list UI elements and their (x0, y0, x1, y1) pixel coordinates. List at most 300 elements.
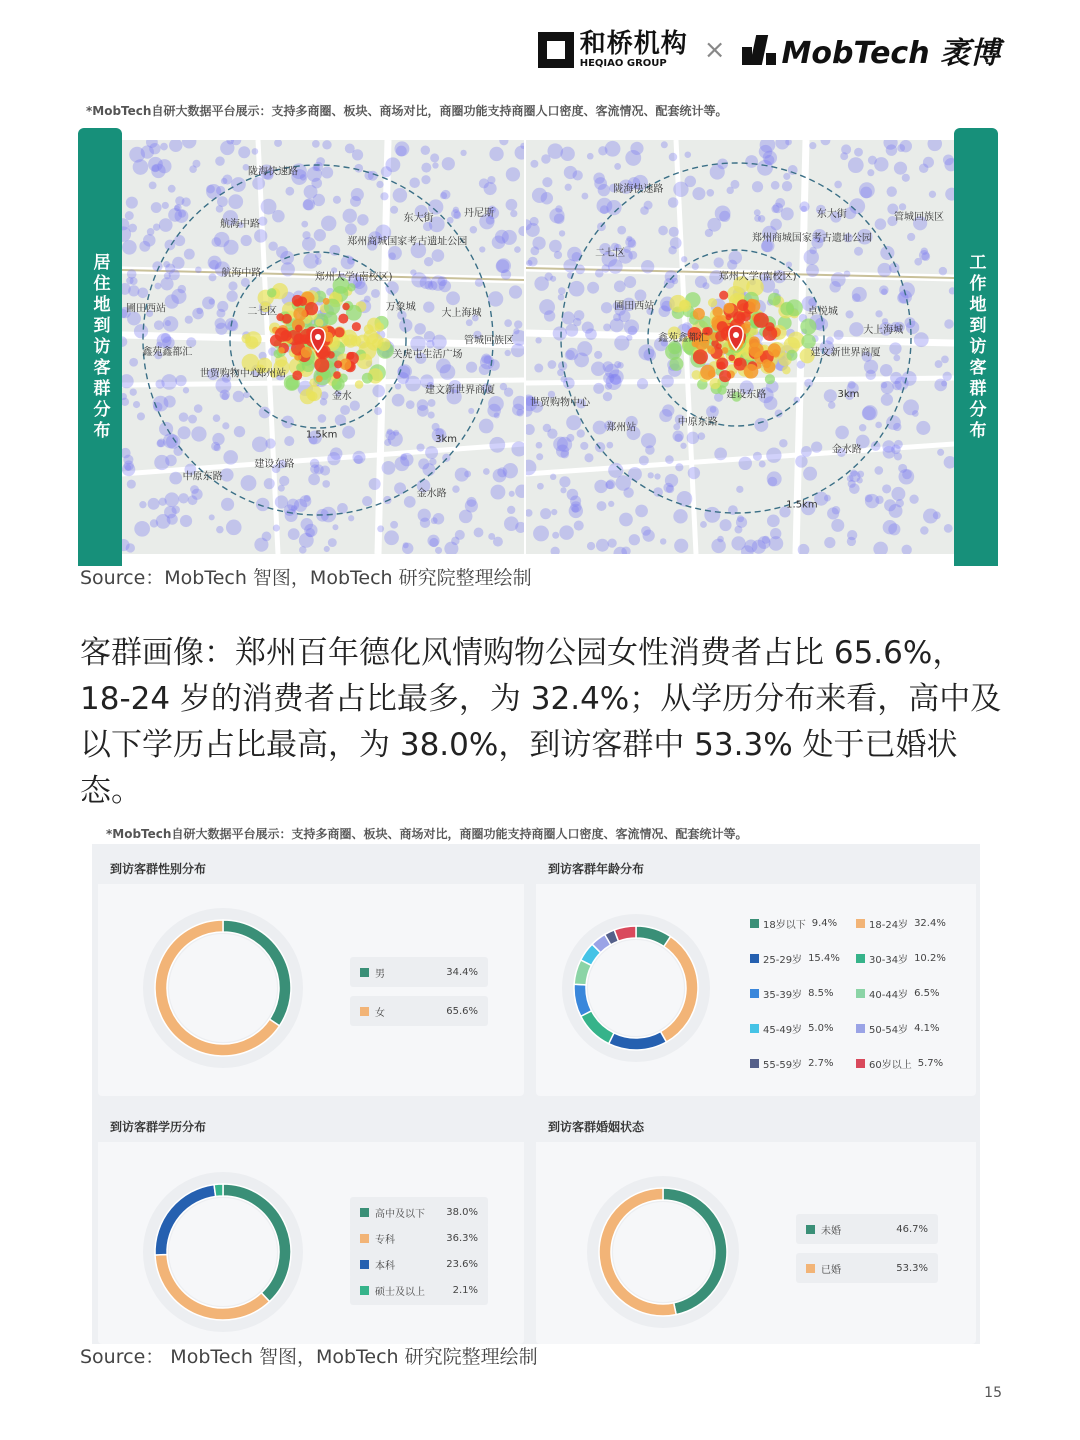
density-point (216, 526, 224, 534)
density-point (563, 259, 576, 272)
density-point (238, 146, 250, 158)
legend-item (796, 1253, 938, 1283)
density-point (532, 188, 547, 203)
density-point (262, 532, 272, 542)
density-point (301, 221, 308, 228)
hotspot-point (726, 314, 732, 320)
density-point (565, 184, 572, 191)
density-point (681, 256, 687, 262)
density-point (534, 364, 543, 373)
density-point (804, 250, 819, 265)
density-point (606, 374, 622, 390)
density-point (635, 505, 648, 518)
density-point (515, 484, 524, 498)
density-point (566, 434, 574, 442)
hotspot-point (716, 343, 722, 349)
density-point (660, 538, 666, 544)
density-point (211, 237, 221, 247)
density-point (854, 148, 863, 157)
legend-item (856, 951, 946, 966)
density-point (141, 145, 154, 158)
density-point (688, 467, 700, 479)
legend-value: 5.7% (917, 1058, 944, 1069)
density-point (209, 298, 215, 304)
map-source: Source：MobTech 智图，MobTech 研究院整理绘制 (80, 567, 532, 589)
density-point (148, 498, 160, 510)
map-label: 管城回族区 (894, 211, 944, 223)
density-point (574, 352, 589, 367)
map-label: 丹尼斯 (464, 208, 494, 220)
density-point (372, 385, 385, 398)
legend-swatch (360, 1234, 369, 1243)
legend-item (796, 1214, 938, 1244)
legend-label: 本科 (375, 1260, 395, 1272)
density-point (421, 163, 431, 173)
density-point (795, 455, 807, 467)
legend-label: 已婚 (821, 1264, 841, 1276)
density-point (432, 249, 445, 262)
density-point (402, 543, 413, 554)
density-point (887, 186, 897, 196)
density-point (221, 498, 234, 511)
density-point (163, 261, 170, 268)
density-point (883, 446, 896, 459)
density-point (745, 155, 758, 168)
density-point (355, 380, 364, 389)
legend-swatch (360, 968, 369, 977)
density-point (364, 296, 371, 303)
map-label: 郑州大学(南校区) (718, 271, 797, 283)
density-point (134, 324, 148, 338)
density-point (392, 394, 405, 407)
density-point (496, 259, 510, 273)
density-point (573, 170, 583, 180)
density-point (560, 487, 566, 493)
density-point (342, 426, 355, 439)
density-point (224, 240, 239, 255)
legend-item (856, 1056, 943, 1071)
density-point (595, 269, 604, 278)
page-number: 15 (984, 1385, 1002, 1401)
hotspot-point (278, 347, 285, 354)
density-point (675, 463, 683, 471)
density-point (635, 290, 647, 302)
density-point (933, 511, 941, 519)
density-point (313, 194, 325, 206)
header-logos (538, 28, 1000, 72)
donut-slice-硕士及以上 (214, 1184, 223, 1196)
density-point (865, 494, 879, 508)
density-point (133, 159, 149, 175)
legend-swatch (856, 989, 865, 998)
density-point (223, 450, 238, 465)
density-point (474, 528, 484, 538)
legend-label: 55-59岁 (763, 1060, 803, 1071)
density-point (483, 468, 490, 475)
map-label: 圃田西站 (126, 303, 166, 315)
hotspot-point (282, 314, 292, 324)
legend-item (856, 1021, 939, 1036)
right-side-label (954, 128, 998, 566)
density-point (428, 399, 436, 407)
density-point (677, 491, 693, 507)
density-point (875, 218, 887, 230)
legend-value: 5.0% (808, 1023, 834, 1034)
hotspot-point (347, 352, 355, 360)
map-label: 管城回族区 (464, 335, 514, 347)
density-point (574, 520, 584, 530)
density-point (834, 330, 844, 340)
density-point (226, 291, 237, 302)
mobtech-logo (742, 28, 1000, 72)
legend-swatch (750, 989, 759, 998)
density-point (209, 273, 217, 281)
density-point (881, 394, 893, 406)
density-point (914, 332, 929, 347)
density-point (369, 478, 381, 490)
density-point (182, 140, 196, 148)
density-point (465, 499, 478, 512)
density-point (172, 257, 184, 269)
density-point (489, 147, 503, 161)
density-point (606, 479, 616, 489)
density-point (566, 415, 581, 430)
map-label: 郑州商城国家考古遗址公园 (347, 236, 468, 248)
density-point (668, 197, 679, 208)
legend-value: 32.4% (914, 918, 946, 929)
density-point (512, 404, 524, 416)
density-point (603, 392, 612, 401)
density-point (436, 359, 451, 374)
density-point (133, 401, 140, 408)
density-point (318, 414, 327, 423)
density-point (418, 509, 431, 522)
density-point (327, 452, 340, 465)
legend-label: 25-29岁 (763, 955, 803, 966)
legend-label: 高中及以下 (375, 1208, 425, 1220)
density-point (606, 442, 613, 449)
density-point (367, 318, 381, 332)
density-point (340, 405, 350, 415)
density-point (768, 293, 781, 306)
hotspot-point (723, 303, 734, 314)
left-side-label (78, 128, 122, 566)
density-point (514, 246, 521, 253)
density-point (354, 281, 368, 295)
density-point (874, 466, 883, 475)
density-point (800, 319, 816, 335)
density-point (354, 164, 363, 173)
density-point (730, 180, 739, 189)
hotspot-point (314, 357, 329, 372)
density-point (345, 143, 355, 153)
density-point (513, 328, 519, 334)
density-point (641, 260, 654, 273)
density-point (549, 208, 564, 223)
map-label: 3km (435, 433, 458, 445)
density-point (417, 405, 429, 417)
density-point (875, 422, 882, 429)
density-point (233, 391, 244, 402)
legend-swatch (856, 954, 865, 963)
density-point (680, 443, 686, 449)
hotspot-point (708, 347, 716, 355)
density-point (891, 487, 905, 501)
legend-value: 10.2% (914, 953, 946, 964)
legend-item (750, 916, 837, 931)
density-point (782, 366, 790, 374)
density-point (608, 539, 617, 548)
density-point (300, 389, 315, 404)
density-point (267, 288, 276, 297)
density-point (860, 187, 872, 199)
density-point (801, 206, 807, 212)
density-point (165, 492, 180, 507)
hotspot-point (334, 360, 342, 368)
density-point (714, 447, 727, 460)
density-point (291, 505, 297, 511)
legend-value: 53.3% (896, 1262, 928, 1274)
density-point (882, 484, 891, 493)
density-point (488, 291, 503, 306)
legend-swatch (806, 1264, 815, 1273)
density-point (241, 475, 257, 491)
density-point (894, 162, 907, 175)
density-point (188, 415, 197, 424)
density-point (639, 455, 649, 465)
density-point (534, 276, 549, 291)
density-point (206, 184, 221, 199)
density-point (332, 524, 338, 530)
density-point (376, 181, 383, 188)
hotspot-point (693, 349, 708, 364)
density-point (222, 422, 229, 429)
density-point (628, 467, 642, 481)
legend-swatch (856, 919, 865, 928)
density-point (882, 318, 888, 324)
density-point (226, 520, 242, 536)
density-point (550, 276, 556, 282)
density-point (130, 277, 138, 285)
density-point (162, 202, 169, 209)
density-point (213, 414, 221, 422)
map-label: 二七区 (247, 306, 278, 318)
density-point (165, 455, 177, 467)
density-point (889, 342, 901, 354)
density-point (276, 246, 288, 258)
legend-swatch (806, 1225, 815, 1234)
density-point (310, 459, 319, 468)
legend-swatch (856, 1059, 865, 1068)
density-point (765, 374, 775, 384)
map-label: 航海中路 (221, 268, 262, 280)
density-point (212, 433, 224, 445)
density-point (949, 287, 954, 294)
density-point (714, 257, 724, 267)
legend-item (750, 1021, 833, 1036)
hotspot-point (292, 295, 303, 306)
map-label: 二七区 (595, 247, 626, 259)
legend-label: 硕士及以上 (375, 1286, 425, 1298)
map-label: 金水 (331, 391, 352, 403)
density-point (345, 223, 357, 235)
density-point (854, 247, 863, 256)
density-point (804, 379, 813, 388)
density-point (673, 509, 687, 523)
density-point (423, 301, 434, 312)
education-card (98, 1108, 524, 1344)
density-point (186, 337, 196, 347)
legend-value: 6.5% (914, 988, 940, 999)
density-point (404, 496, 416, 508)
hotspot-point (728, 355, 735, 362)
density-point (939, 267, 947, 275)
density-point (514, 320, 522, 328)
legend-value: 2.7% (808, 1058, 834, 1069)
density-point (528, 257, 538, 267)
density-point (597, 501, 607, 511)
hotspot-point (737, 299, 749, 311)
density-point (661, 375, 674, 388)
density-point (536, 453, 543, 460)
legend-value: 65.6% (446, 1005, 478, 1017)
density-point (664, 278, 675, 289)
map-label: 1.5km (305, 429, 338, 441)
density-point (937, 449, 944, 456)
density-point (543, 424, 551, 432)
hotspot-point (734, 358, 742, 366)
density-point (281, 416, 293, 428)
density-point (487, 404, 501, 418)
density-point (610, 318, 624, 332)
legend-label: 40-44岁 (869, 990, 909, 1001)
density-point (859, 424, 866, 431)
density-point (852, 287, 867, 302)
density-point (377, 525, 384, 532)
density-point (603, 361, 614, 372)
hotspot-point (334, 327, 344, 337)
density-point (307, 167, 322, 182)
hotspot-point (712, 307, 722, 317)
density-point (779, 439, 787, 447)
hotspot-point (719, 291, 728, 300)
density-point (744, 540, 757, 553)
density-point (670, 237, 682, 249)
density-point (507, 506, 515, 514)
density-point (880, 364, 893, 377)
density-point (875, 310, 882, 317)
density-point (835, 426, 849, 440)
hotspot-point (717, 362, 725, 370)
density-point (374, 407, 382, 415)
density-point (333, 196, 341, 204)
density-point (390, 206, 398, 214)
density-point (769, 536, 784, 551)
density-point (692, 187, 705, 200)
density-point (428, 411, 435, 418)
density-point (824, 389, 837, 402)
home-heatmap (122, 140, 524, 554)
density-point (421, 175, 430, 184)
age-card-title: 到访客群年龄分布 (548, 862, 645, 876)
density-point (518, 226, 524, 236)
legend-label: 未婚 (821, 1225, 841, 1237)
legend-value: 38.0% (446, 1206, 478, 1218)
density-point (587, 542, 595, 550)
map-label: 陇海快速路 (247, 166, 298, 178)
density-point (495, 230, 509, 244)
density-point (315, 258, 322, 265)
legend-value: 36.3% (446, 1232, 478, 1244)
density-point (221, 393, 228, 400)
density-point (811, 441, 822, 452)
density-point (506, 167, 520, 181)
density-point (831, 519, 844, 532)
density-point (175, 375, 186, 386)
map-label: 鑫苑鑫都汇 (142, 346, 193, 358)
density-point (322, 140, 331, 149)
legend-item (350, 996, 488, 1026)
gender-card-title: 到访客群性别分布 (110, 862, 207, 876)
density-point (644, 201, 653, 210)
density-point (614, 163, 621, 170)
density-point (470, 226, 477, 233)
density-point (658, 226, 668, 236)
density-point (624, 276, 636, 288)
density-point (809, 142, 816, 149)
density-point (945, 188, 954, 201)
density-point (719, 211, 730, 222)
dashboard-source: Source： MobTech 智图，MobTech 研究院整理绘制 (80, 1346, 538, 1368)
map-label: 中原东路 (677, 417, 718, 429)
heqiao-logo-en: HEQIAO GROUP (579, 58, 667, 69)
density-point (420, 277, 432, 289)
density-point (279, 476, 289, 486)
density-point (130, 388, 137, 395)
density-point (849, 322, 863, 336)
density-point (914, 258, 922, 266)
heqiao-logo-cn: 和桥机构 (579, 29, 688, 59)
map-label: 建文新世界商厦 (425, 385, 496, 397)
map-label: 郑州大学(南校区) (314, 272, 393, 284)
density-point (431, 517, 438, 524)
legend-item (856, 916, 946, 931)
density-point (782, 181, 792, 191)
density-point (196, 307, 203, 314)
density-point (273, 525, 280, 532)
density-point (306, 528, 315, 537)
density-point (466, 319, 473, 326)
density-point (916, 421, 930, 435)
density-point (881, 382, 888, 389)
hotspot-point (747, 299, 760, 312)
density-point (362, 373, 373, 384)
density-point (281, 262, 295, 276)
density-point (337, 503, 348, 514)
density-point (180, 515, 192, 527)
map-label: 郑州站 (606, 422, 637, 434)
legend-item (750, 951, 840, 966)
density-point (899, 203, 906, 210)
hotspot-point (275, 328, 289, 342)
map-label: 金水路 (416, 488, 447, 500)
density-point (506, 199, 518, 211)
density-point (499, 140, 508, 145)
density-point (542, 177, 552, 187)
density-point (222, 175, 232, 185)
density-point (245, 336, 258, 349)
density-point (380, 192, 388, 200)
